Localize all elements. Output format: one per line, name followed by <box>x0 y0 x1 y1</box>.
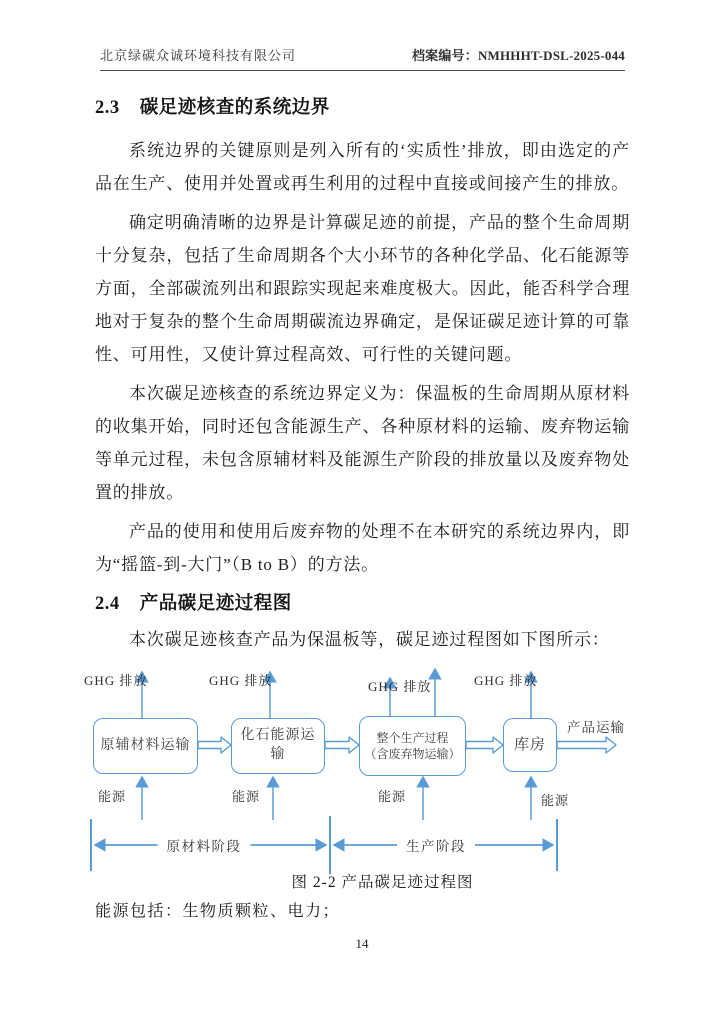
box-label-line2: （含废弃物运输） <box>364 747 461 761</box>
heading-title: 碳足迹核查的系统边界 <box>139 98 330 118</box>
company-name: 北京绿碳众诚环境科技有限公司 <box>100 48 297 63</box>
energy-input-label: 能源 <box>541 793 570 808</box>
energy-note: 能源包括：生物质颗粒、电力； <box>95 903 341 920</box>
ghg-up-arrows <box>142 669 531 718</box>
heading-number: 2.3 <box>95 98 120 118</box>
box-label: 库房 <box>513 736 546 753</box>
file-number: 档案编号：NMHHHT-DSL-2025-044 <box>411 48 625 63</box>
energy-input-label: 能源 <box>232 789 261 804</box>
section-heading-2-3 <box>95 93 630 119</box>
flow-box-production-process <box>359 716 466 776</box>
energy-input-label: 能源 <box>378 789 407 804</box>
heading-title: 产品碳足迹过程图 <box>139 594 292 614</box>
energy-up-arrows <box>142 777 531 820</box>
product-transport-label: 产品运输 <box>567 720 625 735</box>
page-content <box>0 93 724 892</box>
box-label: 化石能源运输 <box>240 728 316 762</box>
section-heading-2-4 <box>95 589 630 615</box>
page-number: 14 <box>355 936 369 951</box>
flow-box-warehouse <box>503 718 557 772</box>
heading-number: 2.4 <box>95 594 120 614</box>
ghg-emission-label: GHG 排放 <box>368 679 432 694</box>
phase-label-raw-materials: 原材料阶段 <box>158 835 251 855</box>
box-label: 原辅材料运输 <box>100 737 191 753</box>
carbon-footprint-process-diagram <box>78 664 643 876</box>
box-label-line1: 整个生产过程 <box>376 730 449 745</box>
body-paragraph: 本次碳足迹核查产品为保温板等，碳足迹过程图如下图所示： <box>129 630 610 649</box>
header-rule-row <box>100 45 625 71</box>
flow-box-raw-material-transport <box>93 718 198 774</box>
ghg-emission-label: GHG 排放 <box>209 673 273 688</box>
phase-label-production: 生产阶段 <box>397 835 475 855</box>
body-paragraph: 系统边界的关键原则是列入所有的‘实质性’排放，即由选定的产品在生产、使用并处置或再生利用的过程中直接或间接产生的排放。 <box>95 141 630 193</box>
ghg-emission-label: GHG 排放 <box>474 673 538 688</box>
page-header <box>0 0 724 71</box>
figure-caption: 图 2-2 产品碳足迹过程图 <box>291 874 474 891</box>
ghg-emission-label: GHG 排放 <box>84 673 148 688</box>
flow-box-fossil-energy-transport <box>231 718 325 774</box>
body-paragraph: 确定明确清晰的边界是计算碳足迹的前提，产品的整个生命周期十分复杂，包括了生命周期各个大小环节的各种化学品、化石能源等方面，全部碳流列出和跟踪实现起来难度极大。因此，能否科学合理地对于复杂的整个生命周期碳流边界确定，是保证碳足迹计算的可靠性、可用性，又使计算过程高效、可行性的关键问题。 <box>95 213 630 364</box>
body-paragraph: 本次碳足迹核查的系统边界定义为：保温板的生命周期从原材料的收集开始，同时还包含能源生产、各种原材料的运输、废弃物运输等单元过程，未包含原辅材料及能源生产阶段的排放量以及废弃物处置的排放。 <box>95 384 630 502</box>
body-paragraph: 产品的使用和使用后废弃物的处理不在本研究的系统边界内，即为“摇篮-到-大门”（B to B）的方法。 <box>95 522 630 574</box>
energy-input-label: 能源 <box>98 789 127 804</box>
